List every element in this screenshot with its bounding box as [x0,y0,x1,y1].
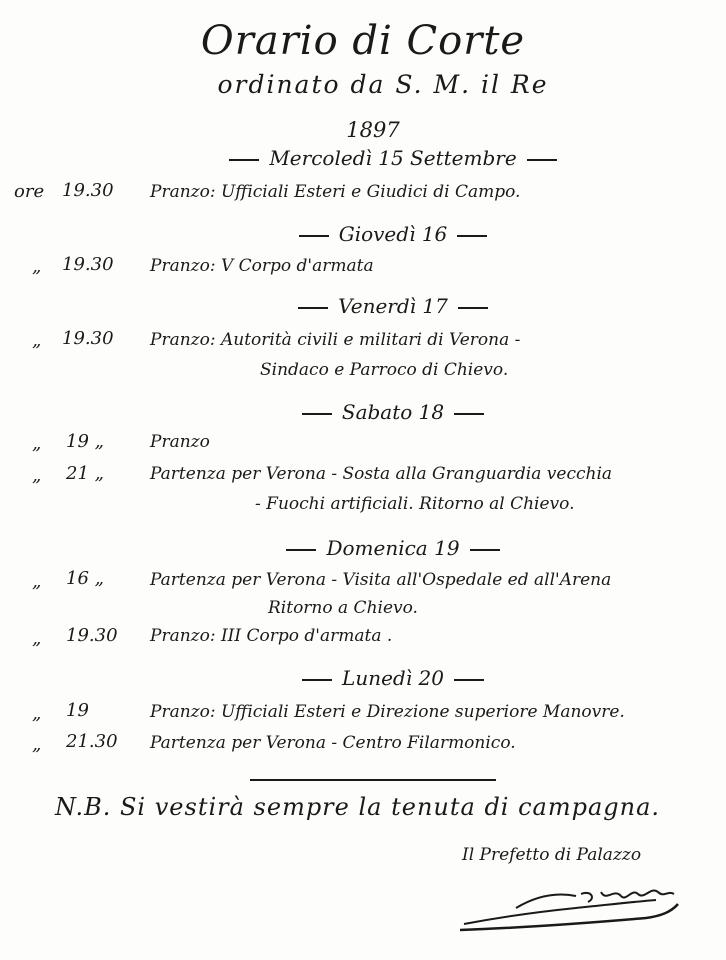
entry-time: 21 „ [66,463,104,484]
day-heading [0,294,726,318]
entry-text: Partenza per Verona - Sosta alla Granguardia vecchia [150,464,613,484]
entry-prefix: ore [14,181,45,202]
entry-prefix: „ [32,465,42,486]
heading-dash [229,159,259,161]
entry-text: Pranzo: Ufficiali Esteri e Direzione superiore Manovre. [150,702,625,722]
signature [456,878,686,938]
day-heading [0,400,726,424]
entry-time: 19 „ [66,431,104,452]
divider-line [250,779,496,781]
entry-prefix: „ [32,256,42,277]
heading-dash [454,679,484,681]
day-heading-text: Venerdì 17 [338,294,448,318]
entry-text: Pranzo: III Corpo d'armata . [150,626,393,646]
day-heading-text: Mercoledì 15 Settembre [269,146,517,170]
entry-prefix: „ [32,330,42,351]
entry-text: Pranzo [150,432,210,452]
entry-time: 19.30 [62,180,114,201]
day-heading-text: Sabato 18 [341,400,445,424]
heading-dash [299,235,329,237]
entry-text: Pranzo: V Corpo d'armata [150,256,374,276]
entry-continuation: Sindaco e Parroco di Chievo. [260,360,509,380]
entry-text: Partenza per Verona - Visita all'Ospedale ed all'Arena [150,570,612,590]
day-heading [0,666,726,690]
heading-dash [457,235,487,237]
entry-time: 19 [66,700,89,721]
entry-prefix: „ [32,703,42,724]
entry-time: 19.30 [62,254,114,275]
heading-dash [527,159,557,161]
heading-dash [286,549,316,551]
day-heading [0,536,726,560]
heading-dash [470,549,500,551]
heading-dash [302,679,332,681]
document-title: Orario di Corte [200,18,526,64]
entry-prefix: „ [32,628,42,649]
footnote: N.B. Si vestirà sempre la tenuta di campagna. [55,793,661,821]
day-heading [0,146,726,170]
entry-continuation: Ritorno a Chievo. [268,598,418,618]
signer-title: Il Prefetto di Palazzo [462,845,642,865]
document-year: 1897 [346,118,400,142]
entry-text: Partenza per Verona - Centro Filarmonico. [150,733,516,753]
entry-prefix: „ [32,734,42,755]
heading-dash [458,307,488,309]
entry-time: 19.30 [66,625,118,646]
day-heading-text: Domenica 19 [326,536,460,560]
heading-dash [454,413,484,415]
entry-text: Pranzo: Autorità civili e militari di Verona - [150,330,521,350]
day-heading [0,222,726,246]
entry-continuation: - Fuochi artificiali. Ritorno al Chievo. [255,494,575,514]
heading-dash [298,307,328,309]
entry-time: 21.30 [66,731,118,752]
entry-time: 16 „ [66,568,104,589]
entry-text: Pranzo: Ufficiali Esteri e Giudici di Campo. [150,182,521,202]
document-subtitle: ordinato da S. M. il Re [217,70,549,99]
day-heading-text: Giovedì 16 [338,222,448,246]
entry-prefix: „ [32,571,42,592]
entry-prefix: „ [32,433,42,454]
entry-time: 19.30 [62,328,114,349]
day-heading-text: Lunedì 20 [342,666,444,690]
heading-dash [302,413,332,415]
